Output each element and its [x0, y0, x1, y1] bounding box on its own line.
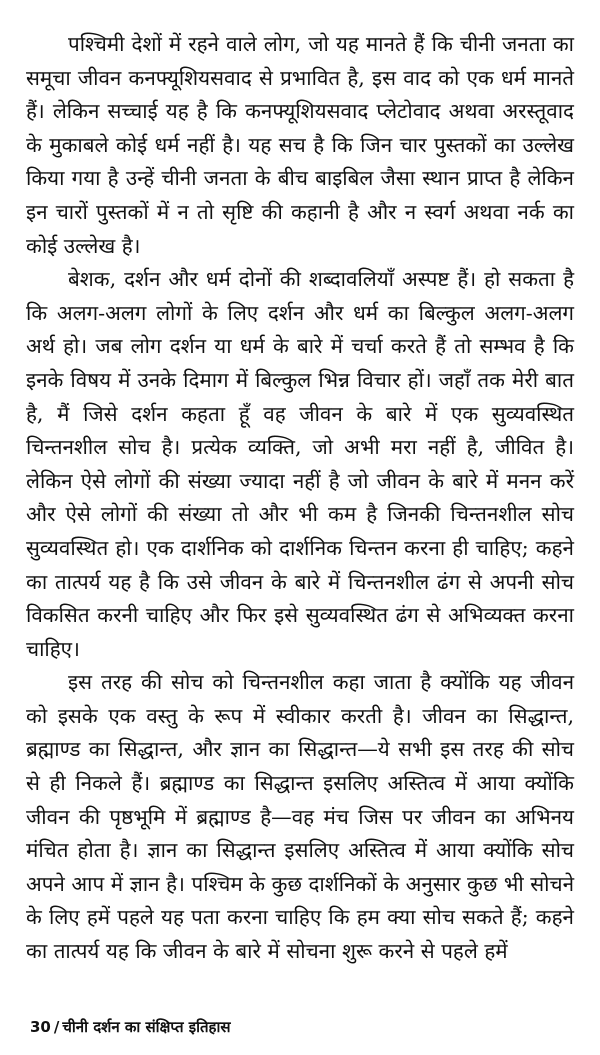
- paragraph-2: बेशक, दर्शन और धर्म दोनों की शब्दावलियाँ अस्पष्ट हैं। हो सकता है कि अलग-अलग लोगों के लिए दर्शन और धर्म का बिल्कुल अलग-अलग अर्थ हो। जब लोग दर्शन या धर्म के बारे में चर्चा करते हैं तो सम्भव है कि इनके विषय में उनके दिमाग में बिल्कुल भिन्न विचार हों। जहाँ तक मेरी बात है, मैं जिसे दर्शन कहता हूँ वह जीवन के बारे में एक सुव्यवस्थित चिन्तनशील सोच है। प्रत्येक व्यक्ति, जो अभी मरा नहीं है, जीवित है। लेकिन ऐसे लोगों की संख्या ज्यादा नहीं है जो जीवन के बारे में मनन करें और ऐसे लोगों की संख्या तो और भी कम है जिनकी चिन्तनशील सोच सुव्यवस्थित हो। एक दार्शनिक को दार्शनिक चिन्तन करना ही चाहिए; कहने का तात्पर्य यह है कि उसे जीवन के बारे में चिन्तनशील ढंग से अपनी सोच विकसित करनी चाहिए और फिर इसे सुव्यवस्थित ढंग से अभिव्यक्त करना चाहिए।: [26, 267, 574, 661]
- paragraph-3: इस तरह की सोच को चिन्तनशील कहा जाता है क्योंकि यह जीवन को इसके एक वस्तु के रूप में स्वीकार करती है। जीवन का सिद्धान्त, ब्रह्माण्ड का सिद्धान्त, और ज्ञान का सिद्धान्त—ये सभी इस तरह की सोच से ही निकले हैं। ब्रह्माण्ड का सिद्धान्त इसलिए अस्तित्व में आया क्योंकि जीवन की पृष्ठभूमि में ब्रह्माण्ड है—वह मंच जिस पर जीवन का अभिनय मंचित होता है। ज्ञान का सिद्धान्त इसलिए अस्तित्व में आया क्योंकि सोच अपने आप में ज्ञान है। पश्चिम के कुछ दार्शनिकों के अनुसार कुछ भी सोचने के लिए हमें पहले यह पता करना चाहिए कि हम क्या सोच सकते हैं; कहने का तात्पर्य यह कि जीवन के बारे में सोचना शुरू करने से पहले हमें: [26, 670, 574, 964]
- page-footer: [30, 1017, 231, 1037]
- page-body: [26, 28, 574, 969]
- running-book-title: चीनी दर्शन का संक्षिप्त इतिहास: [62, 1018, 231, 1036]
- footer-separator: /: [53, 1018, 60, 1036]
- paragraph-1: पश्चिमी देशों में रहने वाले लोग, जो यह मानते हैं कि चीनी जनता का समूचा जीवन कनफ्यूशियसवाद से प्रभावित है, इस वाद को एक धर्म मानते हैं। लेकिन सच्चाई यह है कि कनफ्यूशियसवाद प्लेटोवाद अथवा अरस्तूवाद के मुकाबले कोई धर्म नहीं है। यह सच है कि जिन चार पुस्तकों का उल्लेख किया गया है उन्हें चीनी जनता के बीच बाइबिल जैसा स्थान प्राप्त है लेकिन इन चारों पुस्तकों में न तो सृष्टि की कहानी है और न स्वर्ग अथवा नर्क का कोई उल्लेख है।: [26, 32, 574, 258]
- page-number: 30: [30, 1018, 51, 1036]
